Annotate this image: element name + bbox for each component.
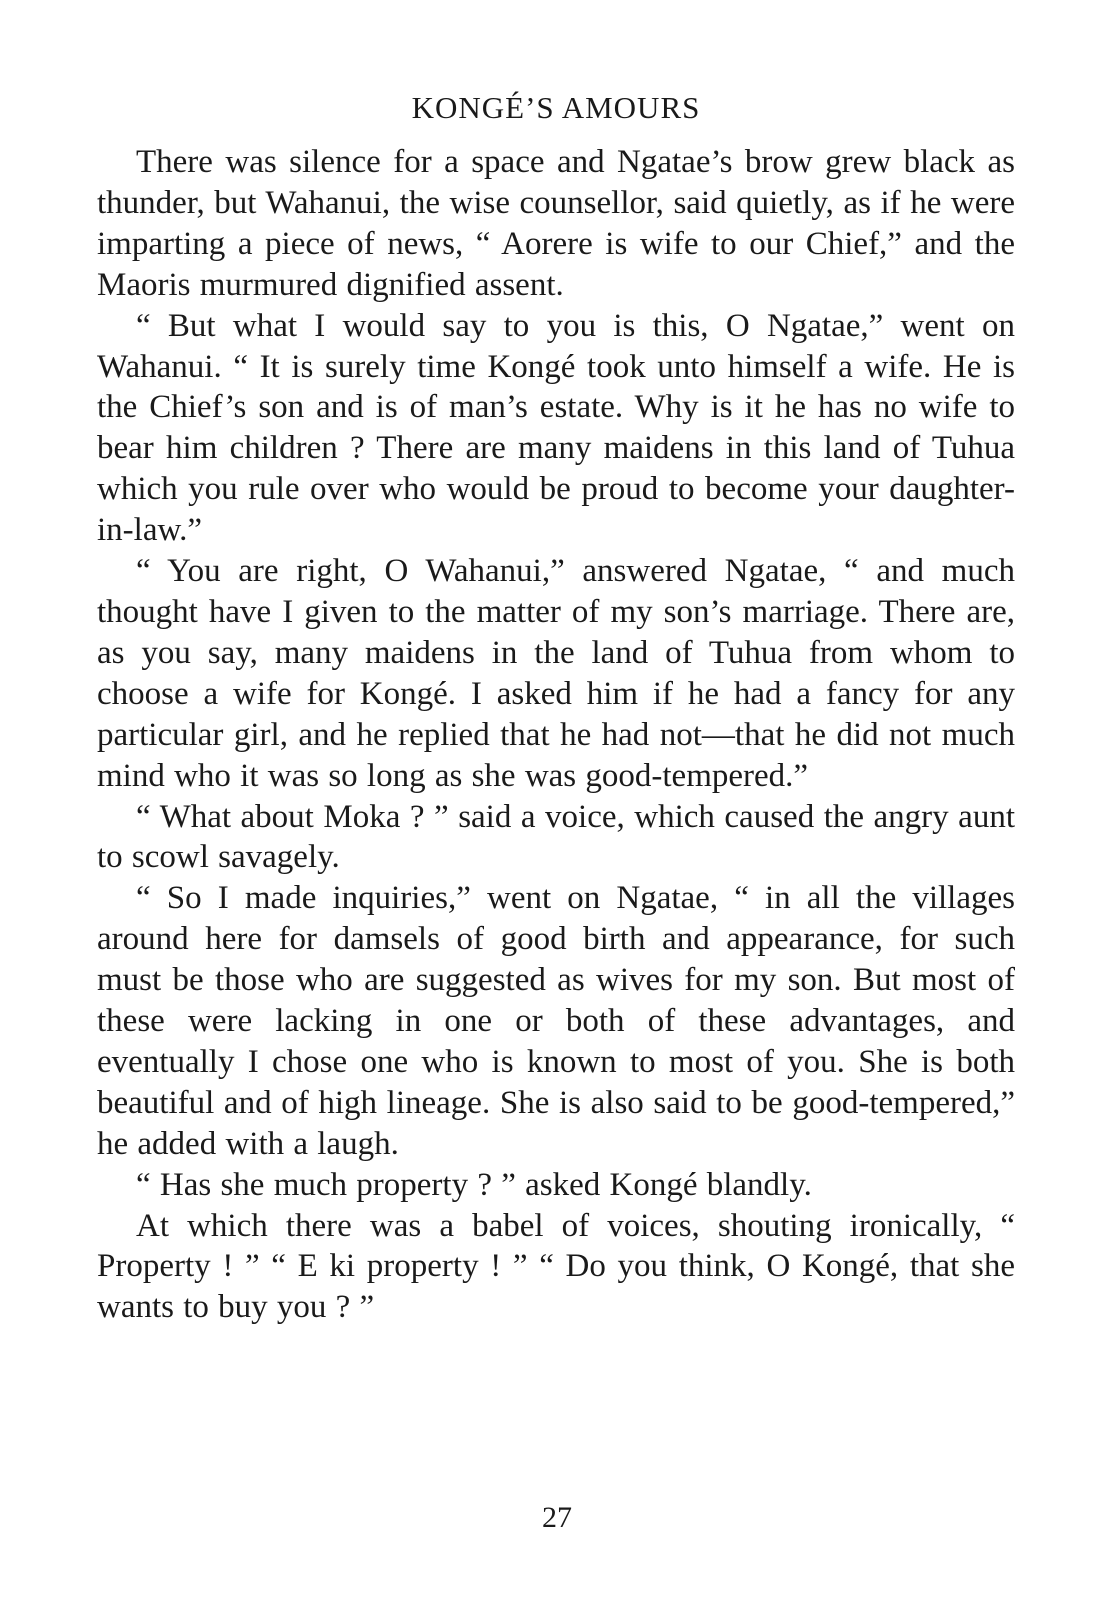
- paragraph: “ But what I would say to you is this, O Ngatae,” went on Wahanui. “ It is surely time Kongé took unto himself a wife. He is the Chief’s son and is of man’s estate. Why is it he has no wife to bear him children ? There are many maidens in this land of Tuhua which you rule over who would be proud to become your daughter-in-law.”: [97, 307, 1015, 549]
- paragraph: “ What about Moka ? ” said a voice, which caused the angry aunt to scowl savagely.: [97, 798, 1015, 876]
- paragraph: There was silence for a space and Ngatae’s brow grew black as thunder, but Wahanui, the wise counsellor, said quietly, as if he were imparting a piece of news, “ Aorere is wife to our Chief,” and the Maoris murmured dignified assent.: [97, 144, 1015, 303]
- paragraph: At which there was a babel of voices, shouting ironically, “ Property ! ” “ E ki property ! ” “ Do you think, O Kongé, that she wants to buy you ? ”: [97, 1207, 1015, 1326]
- paragraph: “ You are right, O Wahanui,” answered Ngatae, “ and much thought have I given to the matter of my son’s marriage. There are, as you say, many maidens in the land of Tuhua from whom to choose a wife for Kongé. I asked him if he had a fancy for any particular girl, and he replied that he had not—that he did not much mind who it was so long as she was good-tempered.”: [97, 553, 1015, 794]
- running-head: KONGÉ’S AMOURS: [411, 90, 701, 125]
- page-number: 27: [542, 1501, 572, 1534]
- paragraph: “ So I made inquiries,” went on Ngatae, “ in all the villages around here for damsels of good birth and appearance, for such must be those who are suggested as wives for my son. But most of these were lacking in one or both of these advantages, and eventually I chose one who is known to most of you. She is both beautiful and of high lineage. She is also said to be good-tempered,” he added with a laugh.: [97, 880, 1015, 1162]
- book-page: [97, 88, 1015, 1328]
- paragraph: “ Has she much property ? ” asked Kongé blandly.: [136, 1166, 812, 1203]
